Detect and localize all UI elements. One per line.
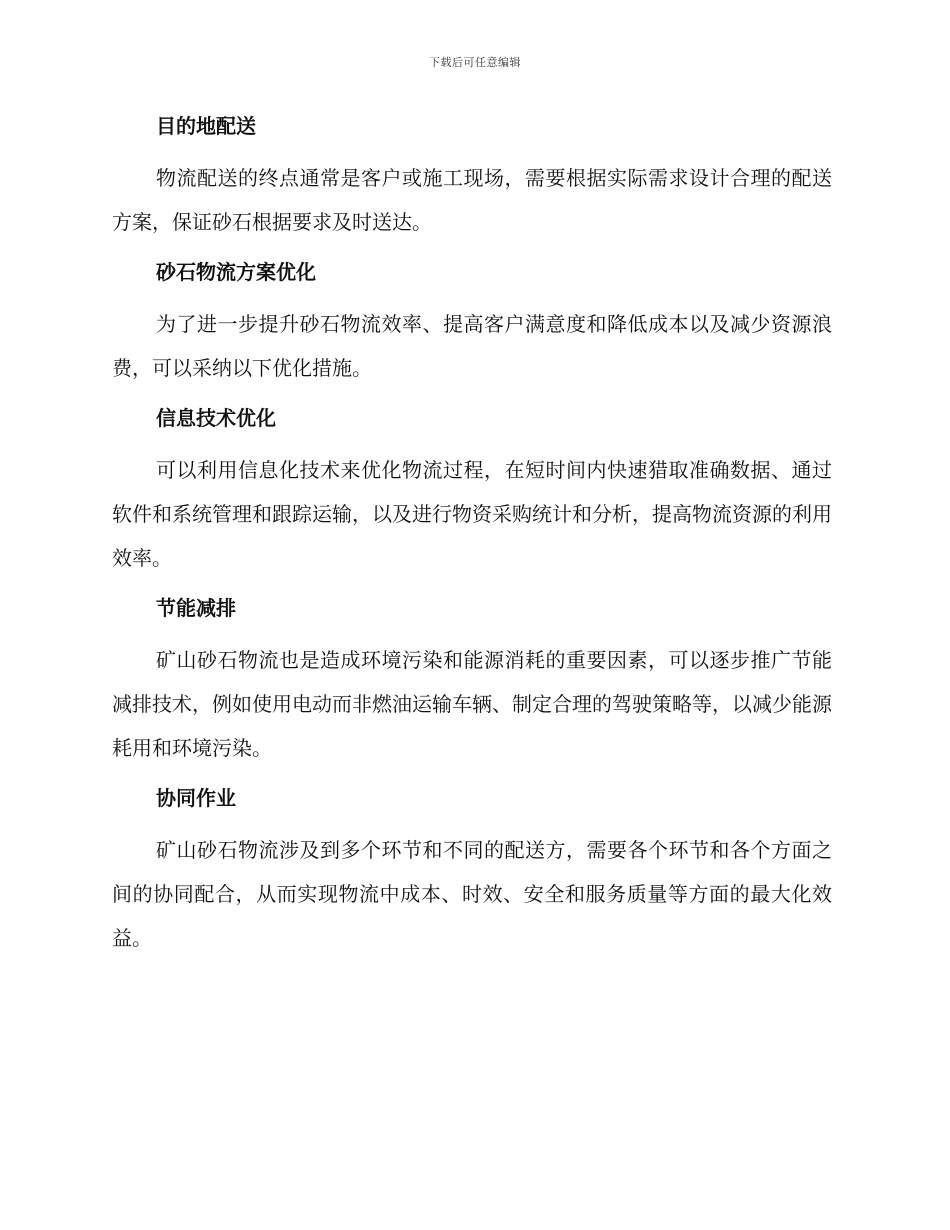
section-heading: 信息技术优化 — [156, 406, 276, 430]
section-destination-delivery — [112, 110, 832, 244]
section-paragraph: 物流配送的终点通常是客户或施工现场，需要根据实际需求设计合理的配送方案，保证砂石根据要求及时送达。 — [112, 166, 832, 234]
section-it-optimization — [112, 402, 832, 580]
section-energy-saving — [112, 592, 832, 770]
section-paragraph: 矿山砂石物流也是造成环境污染和能源消耗的重要因素，可以逐步推广节能减排技术，例如使用电动而非燃油运输车辆、制定合理的驾驶策略等，以减少能源耗用和环境污染。 — [112, 648, 832, 760]
section-paragraph: 矿山砂石物流涉及到多个环节和不同的配送方，需要各个环节和各个方面之间的协同配合，从而实现物流中成本、时效、安全和服务质量等方面的最大化效益。 — [112, 838, 832, 950]
section-paragraph: 可以利用信息化技术来优化物流过程，在短时间内快速猎取准确数据、通过软件和系统管理和跟踪运输，以及进行物资采购统计和分析，提高物流资源的利用效率。 — [112, 458, 832, 570]
section-collaboration — [112, 782, 832, 960]
section-heading: 协同作业 — [156, 786, 236, 810]
section-paragraph: 为了进一步提升砂石物流效率、提高客户满意度和降低成本以及减少资源浪费，可以采纳以下优化措施。 — [112, 312, 832, 380]
section-heading: 砂石物流方案优化 — [156, 260, 316, 284]
section-heading: 目的地配送 — [156, 114, 256, 138]
section-heading: 节能减排 — [156, 596, 236, 620]
page-header: 下载后可任意编辑 — [429, 56, 521, 69]
document-body — [112, 110, 832, 972]
section-logistics-optimization — [112, 256, 832, 390]
